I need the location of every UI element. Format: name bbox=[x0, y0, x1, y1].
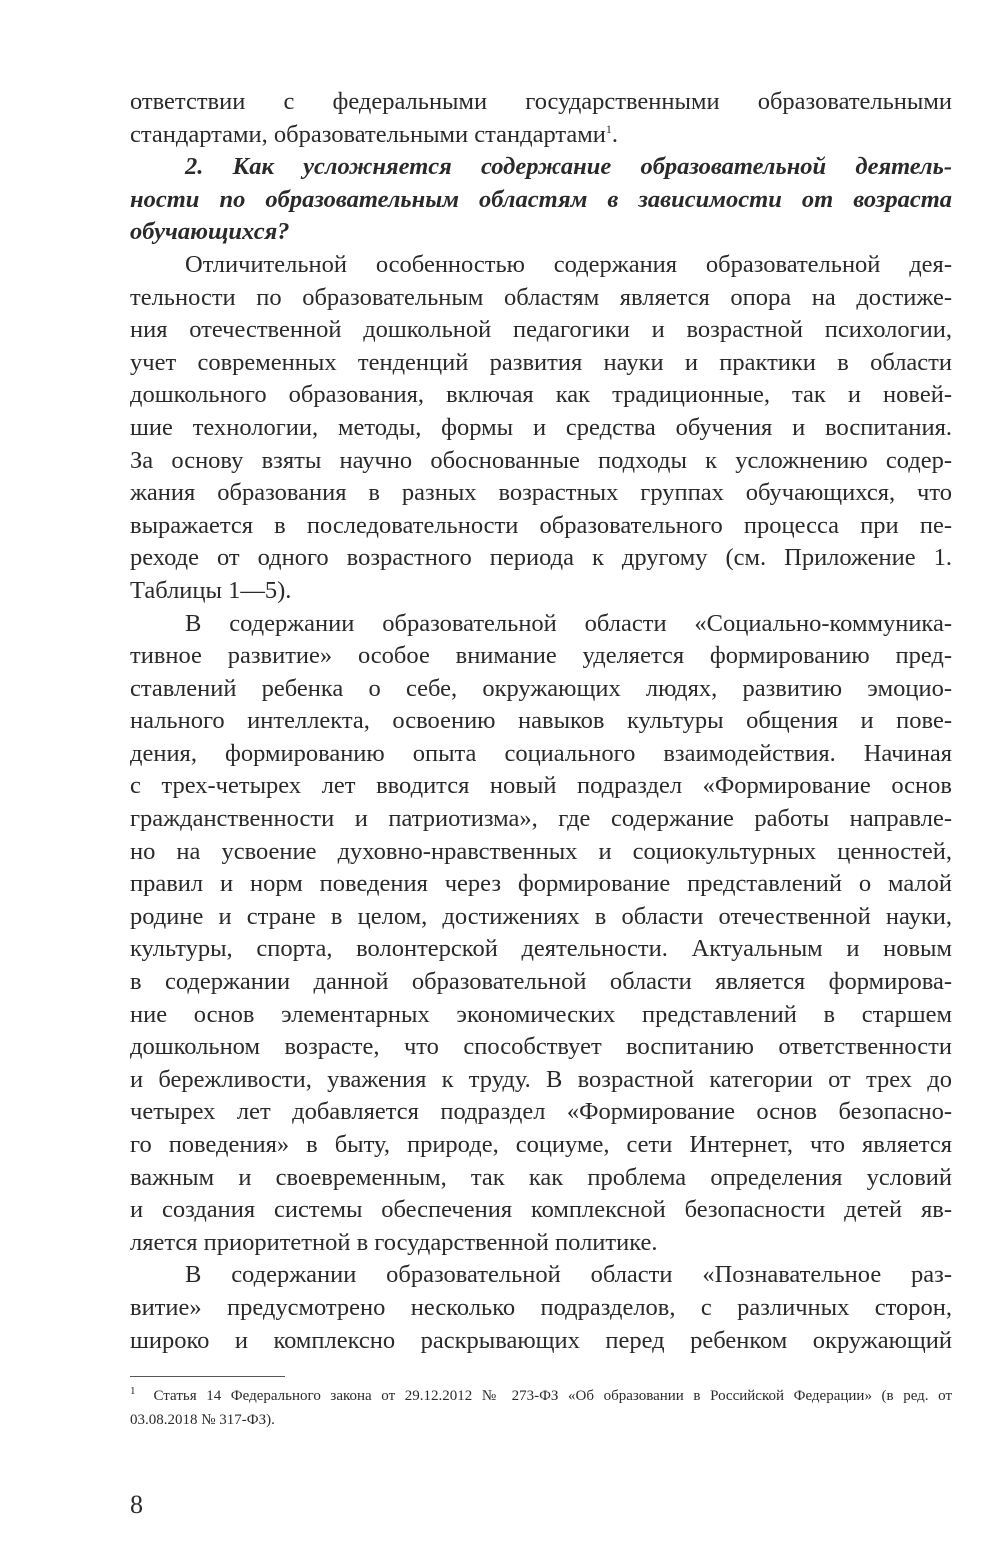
text-line: Таблицы 1—5). bbox=[130, 576, 292, 604]
text-line: учет современных тенденций развития науки и практики в области bbox=[130, 348, 952, 376]
text-line: жания образования в разных возрастных группах обучающихся, что bbox=[130, 479, 952, 507]
text-line: культуры, спорта, волонтерской деятельности. Актуальным и новым bbox=[130, 935, 952, 963]
text-line: реходе от одного возрастного периода к другому (см. Приложение 1. bbox=[130, 544, 952, 572]
text-line: и создания системы обеспечения комплексной безопасности детей яв- bbox=[130, 1196, 952, 1224]
text-line: стандартами, образовательными стандартами$^1$. bbox=[130, 120, 619, 148]
text-line: важным и своевременным, так как проблема определения условий bbox=[130, 1163, 952, 1191]
heading-line: 2. Как усложняется содержание образовательной деятель- bbox=[185, 153, 952, 181]
paragraph bbox=[130, 1259, 952, 1357]
footnote-number: 1 bbox=[130, 1385, 136, 1397]
text-line: тельности по образовательным областям является опора на достиже- bbox=[130, 283, 952, 311]
text-line: с трех-четырех лет вводится новый подраздел «Формирование основ bbox=[130, 772, 952, 800]
footnote bbox=[130, 1384, 952, 1432]
text-line: го поведения» в быту, природе, социуме, сети Интернет, что является bbox=[130, 1131, 952, 1158]
text-line: ответствии с федеральными государственными образовательными bbox=[130, 88, 952, 115]
heading-line: ности по образовательным областям в зависимости от возраста bbox=[130, 185, 952, 213]
text-line: гражданственности и патриотизма», где содержание работы направле- bbox=[130, 805, 952, 833]
text-line: За основу взяты научно обоснованные подходы к усложнению содер- bbox=[130, 446, 952, 474]
text-line: ляется приоритетной в государственной политике. bbox=[130, 1228, 658, 1256]
paragraph-continuation bbox=[130, 86, 952, 151]
text-line: Отличительной особенностью содержания образовательной дея- bbox=[185, 250, 952, 278]
text-line: дения, формированию опыта социального взаимодействия. Начиная bbox=[130, 739, 952, 767]
text-line: шие технологии, методы, формы и средства обучения и воспитания. bbox=[130, 413, 952, 441]
text-line: в содержании данной образовательной области является формирова- bbox=[130, 968, 952, 996]
text-line: и бережливости, уважения к труду. В возрастной категории от трех до bbox=[130, 1065, 952, 1093]
text-line: тивное развитие» особое внимание уделяется формированию пред- bbox=[130, 642, 952, 670]
text-line: широко и комплексно раскрывающих перед ребенком окружающий bbox=[130, 1326, 952, 1354]
footnote-reference[interactable]: 1 bbox=[605, 121, 612, 136]
text-line: четырех лет добавляется подраздел «Формирование основ безопасно- bbox=[130, 1098, 952, 1126]
text-line: выражается в последовательности образовательного процесса при пе- bbox=[130, 511, 952, 539]
text-line: витие» предусмотрено несколько подразделов, с различных сторон, bbox=[130, 1293, 952, 1321]
text-line: ние основ элементарных экономических представлений в старшем bbox=[130, 1000, 952, 1028]
text-line: дошкольном возрасте, что способствует воспитанию ответственности bbox=[130, 1033, 952, 1061]
main-text bbox=[130, 86, 952, 1357]
text-line: но на усвоение духовно-нравственных и социокультурных ценностей, bbox=[130, 837, 952, 865]
text-line: ставлений ребенка о себе, окружающих людях, развитию эмоцио- bbox=[130, 674, 952, 702]
text-line: В содержании образовательной области «Социально-коммуника- bbox=[185, 609, 952, 637]
text-line: родине и стране в целом, достижениях в области отечественной науки, bbox=[130, 902, 952, 930]
section-heading bbox=[130, 151, 952, 249]
page-number: 8 bbox=[130, 1490, 143, 1519]
text-line: нального интеллекта, освоению навыков культуры общения и пове- bbox=[130, 707, 952, 735]
paragraph bbox=[130, 608, 952, 1260]
footnote-line: $^1$ Статья 14 Федерального закона от 29.12.2012 № 273-ФЗ «Об образовании в Российской Федерации» (в ред. от bbox=[130, 1385, 952, 1404]
footnote-line: 03.08.2018 № 317-ФЗ). bbox=[130, 1412, 275, 1428]
paragraph bbox=[130, 249, 952, 608]
text-line: В содержании образовательной области «Познавательное раз- bbox=[185, 1261, 952, 1289]
text-line: правил и норм поведения через формирование представлений о малой bbox=[130, 870, 952, 898]
text-line: дошкольного образования, включая как традиционные, так и новей- bbox=[130, 381, 952, 409]
heading-line: обучающихся? bbox=[130, 218, 290, 246]
text-line: ния отечественной дошкольной педагогики и возрастной психологии, bbox=[130, 316, 952, 344]
footnote-divider bbox=[130, 1376, 285, 1377]
